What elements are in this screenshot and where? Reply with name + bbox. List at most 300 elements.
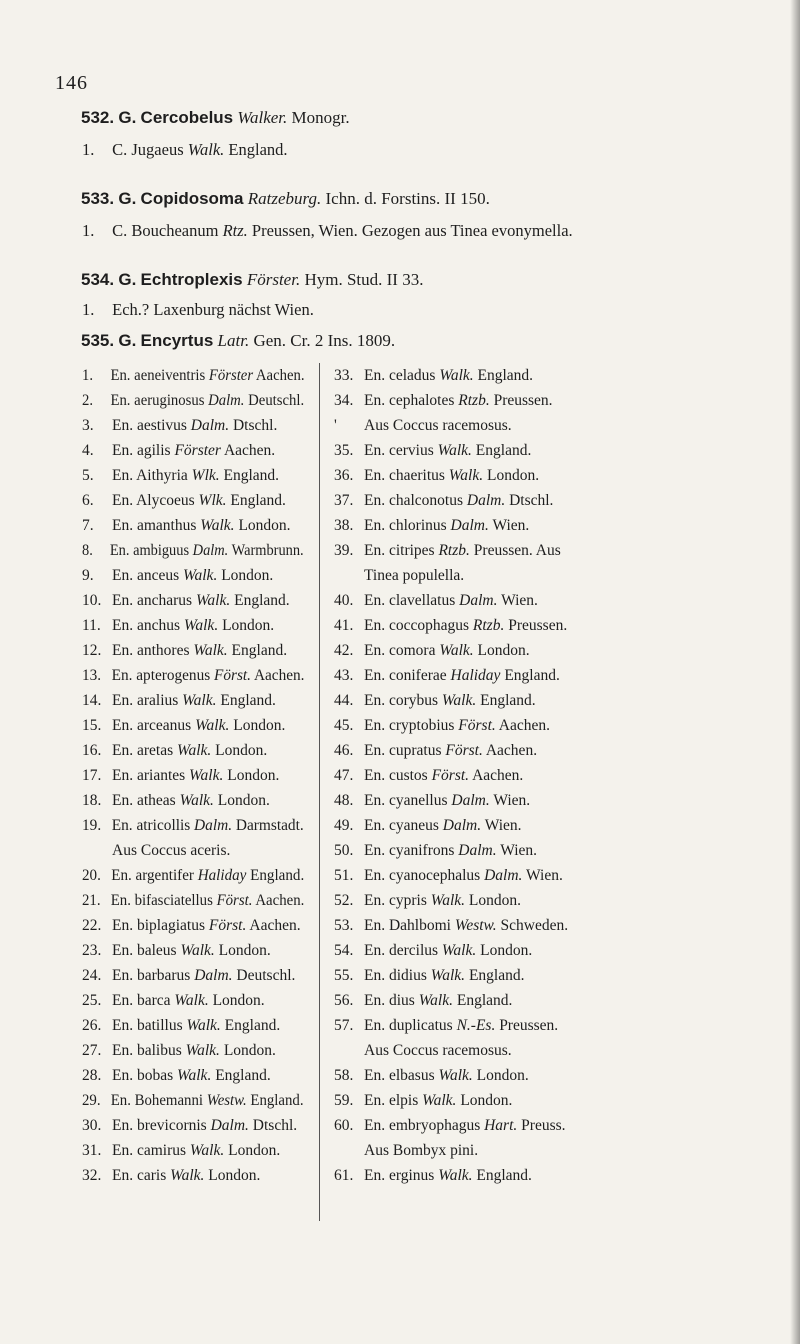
- species-locality: Warmbrunn.: [231, 542, 304, 559]
- species-name: En. citripes: [364, 542, 435, 559]
- species-authority: Walk.: [182, 692, 217, 709]
- species-number: 33.: [334, 367, 354, 384]
- species-locality: London.: [476, 1067, 529, 1084]
- species-name: En. anchus: [112, 617, 181, 634]
- species-number: 9.: [82, 567, 94, 584]
- species-entry: [334, 913, 734, 938]
- species-locality: Preussen. Aus: [473, 542, 561, 559]
- species-number: 20.: [82, 867, 101, 884]
- species-authority: Dalm.: [208, 392, 245, 409]
- species-entry: [82, 1013, 304, 1038]
- species-locality: England.: [231, 642, 288, 659]
- species-name: En. corybus: [364, 692, 439, 709]
- species-authority: Först.: [216, 892, 253, 909]
- genus-heading-534: [81, 270, 423, 290]
- species-number: 24.: [82, 967, 102, 984]
- species-locality: London.: [212, 992, 265, 1009]
- species-entry: [334, 1163, 734, 1188]
- species-number: 28.: [82, 1067, 102, 1084]
- species-authority: Först.: [431, 767, 470, 784]
- genus-authority: Ratzeburg.: [247, 189, 322, 208]
- species-number: 1.: [82, 140, 95, 159]
- species-entry: [334, 1113, 734, 1138]
- species-authority: Walk.: [438, 1067, 473, 1084]
- species-name: En. atheas: [112, 792, 176, 809]
- species-locality: Dtschl.: [252, 1117, 298, 1134]
- species-number: 19.: [82, 817, 102, 834]
- species-locality: Aachen.: [485, 742, 538, 759]
- species-entry: [334, 613, 734, 638]
- species-number: 22.: [82, 917, 102, 934]
- species-number: 55.: [334, 967, 354, 984]
- species-authority: Walk.: [441, 692, 477, 709]
- species-entry: [334, 963, 734, 988]
- species-name: En. Aithyria: [112, 467, 188, 484]
- species-authority: Rtz.: [222, 221, 248, 240]
- species-name: En. duplicatus: [364, 1017, 453, 1034]
- species-name: En. caris: [112, 1167, 167, 1184]
- species-name: En. celadus: [364, 367, 436, 384]
- species-entry: [334, 488, 734, 513]
- species-entry: [82, 888, 305, 913]
- genus-reference: Hym. Stud. II 33.: [304, 270, 424, 289]
- species-number: 49.: [334, 817, 354, 834]
- species-locality: London.: [486, 467, 540, 484]
- species-number: 36.: [334, 467, 354, 484]
- species-number: 27.: [82, 1042, 102, 1059]
- species-authority: Walk.: [438, 1167, 473, 1184]
- species-number: 50.: [334, 842, 354, 859]
- species-entry: [82, 713, 304, 738]
- species-entry: [82, 1113, 304, 1138]
- species-authority: Walk.: [422, 1092, 457, 1109]
- species-entry: [334, 413, 734, 438]
- species-name: En. anthores: [112, 642, 190, 659]
- species-authority: Walk.: [189, 1142, 225, 1159]
- species-name: En. aeneiventris: [110, 367, 206, 384]
- species-authority: Walk.: [177, 1067, 212, 1084]
- species-locality: Preussen.: [508, 617, 568, 634]
- species-column-right: [334, 363, 734, 1188]
- species-authority: Westw.: [206, 1092, 247, 1109]
- species-locality: England.: [476, 1167, 532, 1184]
- species-entry: [334, 863, 734, 888]
- species-number: 25.: [82, 992, 102, 1009]
- species-genus: C.: [112, 221, 128, 240]
- species-locality: London.: [222, 617, 275, 634]
- species-entry: [82, 563, 304, 588]
- species-name: En. aestivus: [112, 417, 187, 434]
- species-entry: [82, 1038, 304, 1063]
- species-entry: [82, 913, 304, 938]
- species-number: 42.: [334, 642, 354, 659]
- species-name: En. apterogenus: [111, 667, 211, 684]
- species-name: En. aretas: [112, 742, 174, 759]
- species-locality: Aachen.: [249, 917, 301, 934]
- species-entry: [334, 888, 734, 913]
- species-entry: [334, 513, 734, 538]
- species-name: En. amanthus: [112, 517, 197, 534]
- species-authority: Walk.: [183, 617, 219, 634]
- species-name: En. biplagiatus: [112, 917, 205, 934]
- species-entry: [82, 513, 304, 538]
- species-number: 47.: [334, 767, 354, 784]
- species-number: 16.: [82, 742, 102, 759]
- species-locality: London.: [238, 517, 291, 534]
- species-name: En. cyaneus: [364, 817, 439, 834]
- species-number: 45.: [334, 717, 354, 734]
- species-locality: Wien.: [526, 867, 563, 884]
- species-number: 14.: [82, 692, 102, 709]
- genus-authority: Förster.: [246, 270, 301, 289]
- species-locality: England.: [468, 967, 525, 984]
- species-authority: Walk.: [439, 642, 474, 659]
- species-entry: [334, 988, 734, 1013]
- species-name: En. cryptobius: [364, 717, 455, 734]
- genus-heading-535: [81, 331, 395, 351]
- species-name: En. comora: [364, 642, 436, 659]
- genus-name: Copidosoma: [140, 189, 244, 208]
- page-number: 146: [55, 72, 88, 94]
- species-entry: [82, 638, 304, 663]
- species-entry: [334, 763, 734, 788]
- species-authority: Walk.: [180, 942, 215, 959]
- species-name: En. ancharus: [112, 592, 193, 609]
- species-entry: [82, 363, 305, 388]
- species-locality: England.: [475, 442, 532, 459]
- species-number: 60.: [334, 1117, 354, 1134]
- species-entry: [82, 1138, 304, 1163]
- species-number: 6.: [82, 492, 94, 509]
- species-authority: Walk.: [430, 967, 466, 984]
- species-entry: [82, 963, 304, 988]
- species-name: En. arceanus: [112, 717, 192, 734]
- species-locality: London.: [218, 942, 271, 959]
- genus-number: 532.: [81, 108, 115, 127]
- species-authority: Dalm.: [192, 542, 229, 559]
- species-authority: Dalm.: [459, 592, 498, 609]
- species-entry: [82, 663, 305, 688]
- species-name: En. chalconotus: [364, 492, 464, 509]
- species-name: En. ambiguus: [109, 542, 190, 559]
- species-column-left: [82, 363, 304, 1188]
- species-locality: Aachen.: [255, 367, 305, 384]
- species-authority: Förster: [208, 367, 254, 384]
- species-number: 40.: [334, 592, 354, 609]
- species-name: En. elpis: [364, 1092, 419, 1109]
- species-entry: [82, 863, 305, 888]
- species-authority: Hart.: [484, 1117, 518, 1134]
- species-epithet: Boucheanum: [131, 221, 219, 240]
- species-epithet: Jugaeus: [131, 140, 184, 159]
- species-locality: London.: [228, 1142, 281, 1159]
- species-number: ': [334, 417, 337, 434]
- species-entry: [334, 388, 734, 413]
- species-entry: [334, 638, 734, 663]
- species-name: En. chlorinus: [364, 517, 447, 534]
- species-number: 1.: [82, 367, 94, 384]
- species-authority: Dalm.: [458, 842, 497, 859]
- species-name: En. aralius: [112, 692, 179, 709]
- species-entry: [334, 688, 734, 713]
- species-authority: Walk.: [441, 942, 477, 959]
- species-number: 34.: [334, 392, 354, 409]
- species-authority: Haliday: [197, 867, 247, 884]
- species-entry: [82, 763, 304, 788]
- species-name: En. batillus: [112, 1017, 183, 1034]
- species-entry: [82, 413, 304, 438]
- species-authority: Dalm.: [442, 817, 482, 834]
- species-line: [82, 300, 314, 320]
- species-locality: London.: [217, 792, 270, 809]
- species-authority: Walk.: [437, 442, 472, 459]
- species-locality: England.: [230, 492, 286, 509]
- species-locality: London.: [477, 642, 530, 659]
- species-locality: Preuss.: [521, 1117, 566, 1134]
- species-locality: England.: [250, 867, 305, 884]
- species-locality: Deutschl.: [236, 967, 296, 984]
- species-number: 21.: [82, 892, 101, 909]
- genus-reference: Monogr.: [291, 108, 350, 127]
- species-line: [82, 221, 573, 241]
- species-number: 58.: [334, 1067, 354, 1084]
- species-continuation: [334, 563, 734, 588]
- species-name: En. embryophagus: [364, 1117, 481, 1134]
- species-name: En. Bohemanni: [110, 1092, 204, 1109]
- species-entry: [82, 388, 305, 413]
- species-entry: [82, 813, 302, 838]
- species-number: 54.: [334, 942, 354, 959]
- genus-name: Cercobelus: [140, 108, 234, 127]
- species-locality: Aachen.: [472, 767, 524, 784]
- species-number: 53.: [334, 917, 354, 934]
- species-entry: [82, 1163, 304, 1188]
- species-number: 29.: [82, 1092, 101, 1109]
- species-locality: England.: [234, 592, 290, 609]
- species-authority: Walk.: [439, 367, 474, 384]
- species-number: 26.: [82, 1017, 102, 1034]
- species-locality: Preussen, Wien. Gezogen aus Tinea evonymella.: [251, 221, 573, 240]
- species-continuation: [334, 1138, 734, 1163]
- species-authority: Dalm.: [190, 417, 230, 434]
- species-number: 3.: [82, 417, 94, 434]
- species-authority: Dalm.: [451, 792, 490, 809]
- species-name: En. cyanocephalus: [364, 867, 481, 884]
- species-name: En. cupratus: [364, 742, 442, 759]
- species-number: 46.: [334, 742, 354, 759]
- species-locality: Deutschl.: [248, 392, 305, 409]
- species-locality: London.: [208, 1167, 261, 1184]
- species-name: En. bifasciatellus: [110, 892, 213, 909]
- species-name: En. cervius: [364, 442, 434, 459]
- species-name: En. elbasus: [364, 1067, 435, 1084]
- species-entry: [334, 938, 734, 963]
- species-name: En. clavellatus: [364, 592, 456, 609]
- species-authority: Walk.: [195, 717, 230, 734]
- species-locality: England.: [480, 692, 536, 709]
- species-number: 4.: [82, 442, 94, 459]
- species-name: Aus Coccus aceris.: [112, 842, 231, 859]
- species-authority: Först.: [445, 742, 483, 759]
- genus-number: 534.: [81, 270, 115, 289]
- species-authority: Walk.: [418, 992, 453, 1009]
- species-locality: Wien.: [484, 817, 522, 834]
- species-number: 1.: [82, 221, 95, 240]
- species-locality: England.: [477, 367, 534, 384]
- species-number: 5.: [82, 467, 94, 484]
- species-number: 44.: [334, 692, 354, 709]
- species-locality: Schweden.: [500, 917, 569, 934]
- species-locality: England.: [215, 1067, 271, 1084]
- species-authority: Walk.: [187, 140, 225, 159]
- species-name: En. cephalotes: [364, 392, 455, 409]
- species-locality: England.: [224, 1017, 281, 1034]
- species-authority: Walk.: [179, 792, 214, 809]
- species-entry: [334, 438, 734, 463]
- species-name: En. ariantes: [112, 767, 186, 784]
- column-divider: [319, 363, 320, 1221]
- genus-reference: Gen. Cr. 2 Ins. 1809.: [253, 331, 396, 350]
- species-authority: Haliday: [450, 667, 501, 684]
- genus-authority: Walker.: [237, 108, 288, 127]
- species-locality: London.: [223, 1042, 276, 1059]
- species-locality: Dtschl.: [509, 492, 554, 509]
- species-continuation: [82, 838, 304, 863]
- species-authority: Först.: [208, 917, 247, 934]
- species-number: 38.: [334, 517, 354, 534]
- species-authority: Walk.: [189, 767, 224, 784]
- species-entry: [82, 688, 304, 713]
- species-entry: [334, 713, 734, 738]
- species-entry: [82, 988, 304, 1013]
- species-entry: [334, 538, 734, 563]
- species-authority: Walk.: [193, 642, 228, 659]
- species-authority: Walk.: [200, 517, 235, 534]
- species-authority: N.-Es.: [456, 1017, 496, 1034]
- species-name: En. cyanellus: [364, 792, 448, 809]
- genus-prefix: G.: [118, 108, 137, 127]
- species-locality: Wien.: [492, 517, 530, 534]
- species-entry: [82, 613, 304, 638]
- species-number: 2.: [82, 392, 94, 409]
- species-entry: [82, 463, 304, 488]
- species-locality: England.: [220, 692, 276, 709]
- page-edge-shadow: [790, 0, 800, 1344]
- species-authority: Walk.: [176, 742, 212, 759]
- species-entry: [334, 813, 734, 838]
- species-number: 30.: [82, 1117, 102, 1134]
- genus-name: Echtroplexis: [140, 270, 243, 289]
- species-number: 57.: [334, 1017, 354, 1034]
- species-line: [82, 140, 288, 160]
- species-locality: Dtschl.: [232, 417, 278, 434]
- species-entry: [82, 438, 304, 463]
- species-locality: England.: [504, 667, 560, 684]
- species-locality: London.: [460, 1092, 513, 1109]
- species-name: En. brevicornis: [112, 1117, 207, 1134]
- species-locality: Aachen.: [253, 667, 305, 684]
- species-locality: Preussen.: [499, 1017, 559, 1034]
- species-locality: England.: [250, 1092, 304, 1109]
- genus-authority: Latr.: [217, 331, 250, 350]
- species-authority: Westw.: [454, 917, 497, 934]
- species-entry: [334, 1063, 734, 1088]
- species-locality: London.: [215, 742, 268, 759]
- species-entry: [334, 1088, 734, 1113]
- species-authority: Först.: [458, 717, 496, 734]
- species-name: En. coccophagus: [364, 617, 470, 634]
- species-number: 52.: [334, 892, 354, 909]
- species-number: 39.: [334, 542, 354, 559]
- species-number: 12.: [82, 642, 102, 659]
- species-entry: [82, 788, 304, 813]
- species-name: En. balibus: [112, 1042, 182, 1059]
- species-entry: [82, 1088, 304, 1113]
- species-name: Aus Coccus racemosus.: [364, 417, 512, 434]
- species-name: En. agilis: [112, 442, 171, 459]
- species-locality: England.: [456, 992, 513, 1009]
- species-authority: Rtzb.: [438, 542, 470, 559]
- species-name: En. didius: [364, 967, 427, 984]
- species-locality: Laxenburg nächst Wien.: [153, 300, 314, 319]
- species-name: Tinea populella.: [364, 567, 465, 584]
- species-authority: Rtzb.: [458, 392, 490, 409]
- species-authority: Dalm.: [484, 867, 523, 884]
- species-number: 17.: [82, 767, 102, 784]
- species-locality: London.: [227, 767, 280, 784]
- species-authority: Walk.: [170, 1167, 205, 1184]
- genus-prefix: G.: [118, 270, 137, 289]
- species-entry: [82, 1063, 304, 1088]
- genus-name: Encyrtus: [140, 331, 214, 350]
- species-name: En. barca: [112, 992, 171, 1009]
- species-locality: Wien.: [500, 842, 538, 859]
- species-authority: Wlk.: [198, 492, 227, 509]
- species-number: 43.: [334, 667, 354, 684]
- species-authority: Walk.: [186, 1017, 221, 1034]
- species-name: En. atricollis: [111, 817, 191, 834]
- species-locality: England.: [223, 467, 280, 484]
- species-name: En. custos: [364, 767, 428, 784]
- species-locality: Aachen.: [255, 892, 305, 909]
- species-number: 35.: [334, 442, 354, 459]
- species-continuation: [334, 1038, 734, 1063]
- species-number: 1.: [82, 300, 95, 319]
- species-authority: Dalm.: [450, 517, 489, 534]
- species-authority: Walk.: [183, 567, 218, 584]
- species-locality: Preussen.: [493, 392, 553, 409]
- species-authority: Wlk.: [191, 467, 220, 484]
- species-authority: Walk.: [195, 592, 231, 609]
- species-number: 7.: [82, 517, 94, 534]
- species-name: En. dius: [364, 992, 415, 1009]
- species-locality: Darmstadt.: [235, 817, 304, 834]
- species-number: 51.: [334, 867, 354, 884]
- species-number: 18.: [82, 792, 102, 809]
- species-entry: [334, 738, 734, 763]
- genus-reference: Ichn. d. Forstins. II 150.: [325, 189, 490, 208]
- species-entry: [82, 588, 304, 613]
- genus-heading-532: [81, 108, 350, 128]
- species-genus: C.: [112, 140, 128, 159]
- species-entry: [82, 938, 304, 963]
- genus-prefix: G.: [118, 189, 137, 208]
- species-number: 56.: [334, 992, 354, 1009]
- species-entry: [334, 1013, 734, 1038]
- species-authority: Walk.: [448, 467, 484, 484]
- species-name: En. coniferae: [364, 667, 447, 684]
- species-number: 37.: [334, 492, 354, 509]
